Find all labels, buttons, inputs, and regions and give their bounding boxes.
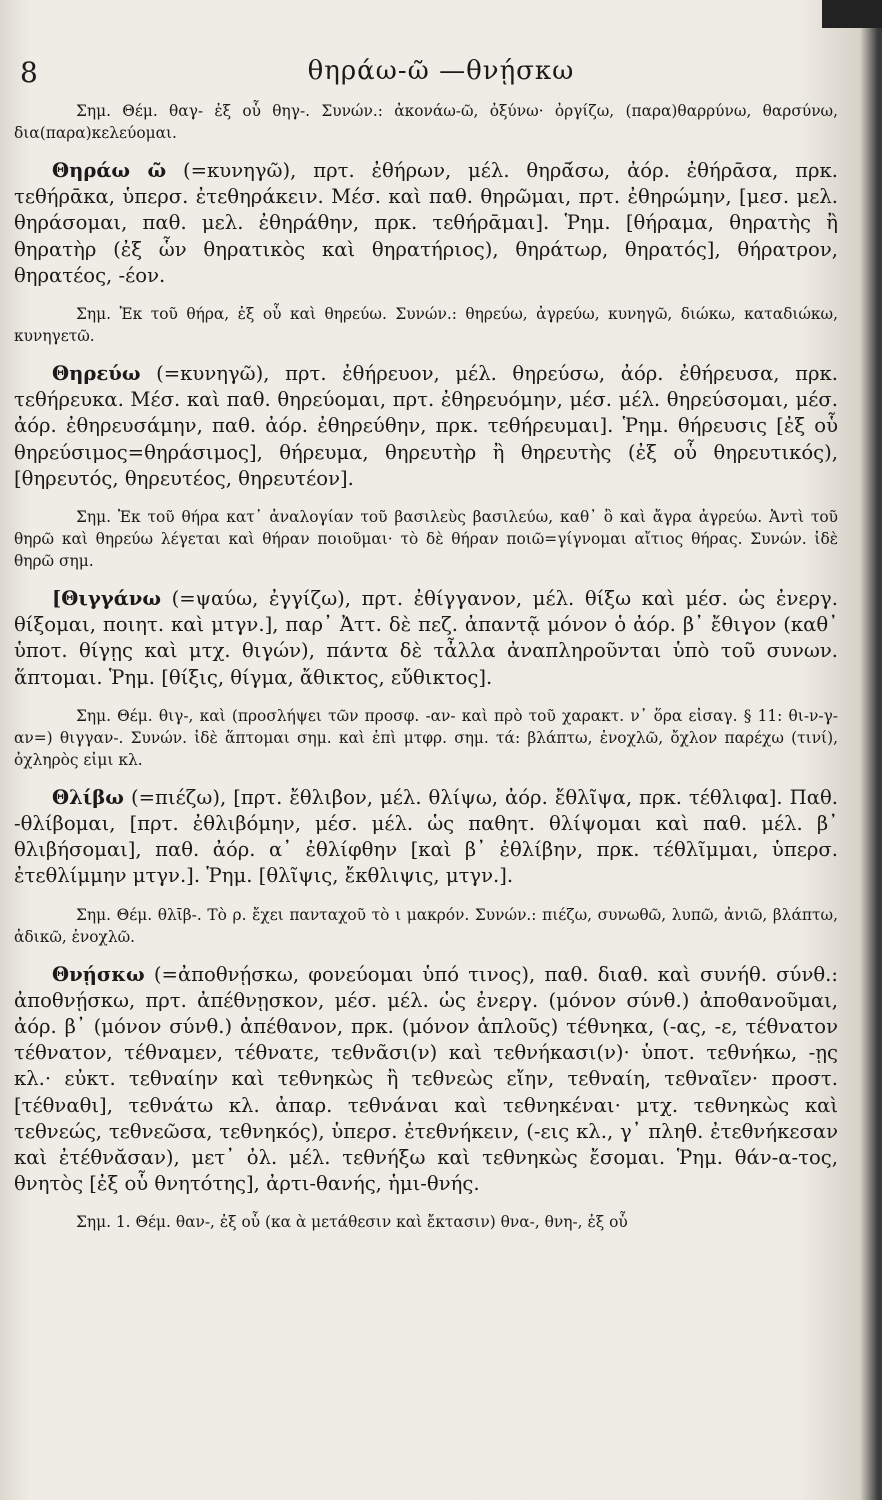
running-title: θηράω-ῶ —θνῄσκω [307,56,575,86]
headword: Θηρεύω [52,362,141,386]
note-text: Σημ. Θέμ. θαγ- ἐξ οὗ θηγ-. Συνών.: ἀκονάω-ῶ, ὀξύνω· ὀργίζω, (παρα)θαρρύνω, θαρσύνω, δια(παρα)κελεύομαι. [14,102,838,142]
entry-thiggano [14,586,838,691]
page-number: 8 [20,56,38,89]
note-paragraph [14,1211,838,1233]
entry-text: (=πιέζω), [πρτ. ἔθλιβον, μέλ. θλίψω, ἀόρ. ἔθλῖψα, πρκ. τέθλιφα]. Παθ. -θλίβομαι, [πρτ. ἐθλιβόμην, μέσ. μέλ. ὡς παθητ. θλίψομαι καὶ παθ. μέλ. β᾽ θλιβήσομαι], παθ. ἀόρ. α᾽ ἐθλίφθην [καὶ β᾽ ἐθλίβην, πρκ. τέθλῖμμαι, ὑπερσ. ἐτεθλίμμην μτγν.]. Ῥημ. [θλῖψις, ἔκθλιψις, μτγν.]. [14,785,838,888]
entry-thireuo [14,361,838,492]
note-paragraph [14,904,838,948]
scan-edge [822,0,882,28]
page-header [0,52,882,92]
entry-text: (=κυνηγῶ), πρτ. ἐθήρων, μέλ. θηρᾱ́σω, ἀόρ. ἐθήρᾱσα, πρκ. τεθήρᾱκα, ὑπερσ. ἐτεθηράκειν. Μέσ. καὶ παθ. θηρῶμαι, πρτ. ἐθηρώμην, [μεσ. μελ. θηράσομαι, παθ. μελ. ἐθηράθην, πρκ. τεθήρᾱμαι]. Ῥημ. [θήραμα, θηρατὴς ἢ θηρατὴρ (ἐξ ὧν θηρατικὸς καὶ θηρατήριος), θηράτωρ, θηρατός], θήρατρον, θηρατέος, -έον. [14,159,838,287]
headword: Θνῄσκω [52,962,145,986]
note-paragraph [14,100,838,144]
note-paragraph [14,705,838,771]
entry-thnisko [14,962,838,1198]
note-paragraph [14,303,838,347]
note-text: Σημ. Ἐκ τοῦ θήρα κατ᾽ ἀναλογίαν τοῦ βασιλεὺς βασιλεύω, καθ᾽ ὃ καὶ ἄγρα ἀγρεύω. Ἀντὶ τοῦ θηρῶ καὶ θηρεύω λέγεται καὶ θήραν ποιοῦμαι· τὸ δὲ θήραν ποιῶ=γίγνομαι αἴτιος θήρας. Συνών. ἰδὲ θηρῶ σημ. [14,508,838,571]
note-text: Σημ. 1. Θέμ. θαν-, ἐξ οὗ (κα ὰ μετάθεσιν καὶ ἔκτασιν) θνα-, θνη-, ἐξ οὗ [76,1213,628,1232]
headword: Θηράω ῶ [52,159,167,182]
entry-text: (=κυνηγῶ), πρτ. ἐθήρευον, μέλ. θηρεύσω, ἀόρ. ἐθήρευσα, πρκ. τεθήρευκα. Μέσ. καὶ παθ. θηρεύομαι, πρτ. ἐθηρευόμην, μέσ. μέλ. θηρεύσομαι, μέσ. ἀόρ. ἐθηρευσάμην, παθ. ἀόρ. ἐθηρεύθην, πρκ. τεθήρευμαι]. Ῥημ. θήρευσις [ἐξ οὗ θηρεύσιμος=θηράσιμος], θήρευμα, θηρευτὴρ ἢ θηρευτὴς (ἐξ οὗ θηρευτικός), [θηρευτός, θηρευτέος, θηρευτέον]. [14,362,838,490]
note-text: Σημ. Θέμ. θλῑβ-. Τὸ ρ. ἔχει πανταχοῦ τὸ ι μακρόν. Συνών.: πιέζω, συνωθῶ, λυπῶ, ἀνιῶ, βλάπτω, ἀδικῶ, ἐνοχλῶ. [14,905,838,946]
dictionary-text [14,100,838,1247]
headword: Θλίβω [52,785,124,809]
entry-thirao [14,158,838,289]
note-paragraph [14,506,838,572]
note-text: Σημ. Ἐκ τοῦ θήρα, ἐξ οὗ καὶ θηρεύω. Συνών.: θηρεύω, ἀγρεύω, κυνηγῶ, διώκω, καταδιώκω, κυνηγετῶ. [14,305,838,346]
headword: [Θιγγάνω [52,587,162,611]
entry-text: (=ψαύω, ἐγγίζω), πρτ. ἐθίγγανον, μέλ. θίξω καὶ μέσ. ὡς ἐνεργ. θίξομαι, ποιητ. καὶ μτγν.], παρ᾽ Ἀττ. δὲ πεζ. ἀπαντᾷ μόνον ὁ ἀόρ. β᾽ ἔθιγον (καθ᾽ ὑποτ. θίγῃς καὶ μτχ. θιγών), πάντα δὲ τἆλλα ἀναπληροῦνται ὑπὸ τοῦ συνων. ἅπτομαι. Ῥημ. [θίξις, θίγμα, ἄθικτος, εὔθικτος]. [14,587,838,689]
entry-text: (=ἀποθνῄσκω, φονεύομαι ὑπό τινος), παθ. διαθ. καὶ συνήθ. σύνθ.: ἀποθνῄσκω, πρτ. ἀπέθνῃσκον, μέσ. μέλ. ὡς ἐνεργ. (μόνον σύνθ.) ἀποθανοῦμαι, ἀόρ. β᾽ (μόνον σύνθ.) ἀπέθανον, πρκ. (μόνον ἁπλοῦς) τέθνηκα, (-ας, -ε, τέθνατον τέθνατον, τέθναμεν, τέθνατε, τεθνᾶσι(ν) καὶ τεθνήκασι(ν)· ὑποτ. τεθνήκω, -ῃς κλ.· εὐκτ. τεθναίην καὶ τεθνηκὼς ἢ τεθνεὼς εἴην, τεθναίη, τεθναῖεν· προστ. [τέθναθι], τεθνάτω κλ. ἀπαρ. τεθνάναι καὶ τεθνηκέναι· μτχ. τεθνηκὼς καὶ τεθνεώς, τεθνεῶσα, τεθνηκός), ὑπερσ. ἐτεθνήκειν, (-εις κλ., γ᾽ πληθ. ἐτεθνήκεσαν καὶ ἐτέθνᾰσαν), μετ᾽ ὀλ. μέλ. τεθνήξω καὶ τεθνηκὼς ἔσομαι. Ῥημ. θάν-α-τος, θνητὸς [ἐξ οὗ θνητότης], ἀρτι-θανής, ἡμι-θνής. [14,962,838,1196]
note-text: Σημ. Θέμ. θιγ-, καὶ (προσλήψει τῶν προσφ. -αν- καὶ πρὸ τοῦ χαρακτ. ν᾽ ὅρα εἰσαγ. § 11: θι-ν-γ-αν=) θιγγαν-. Συνών. ἰδὲ ἅπτομαι σημ. καὶ ἐπὶ μτφρ. σημ. τά: βλάπτω, ἐνοχλῶ, ὄχλον παρέχω (τινί), ὀχληρὸς εἰμι κλ. [14,706,838,769]
entry-thlibo [14,785,838,890]
